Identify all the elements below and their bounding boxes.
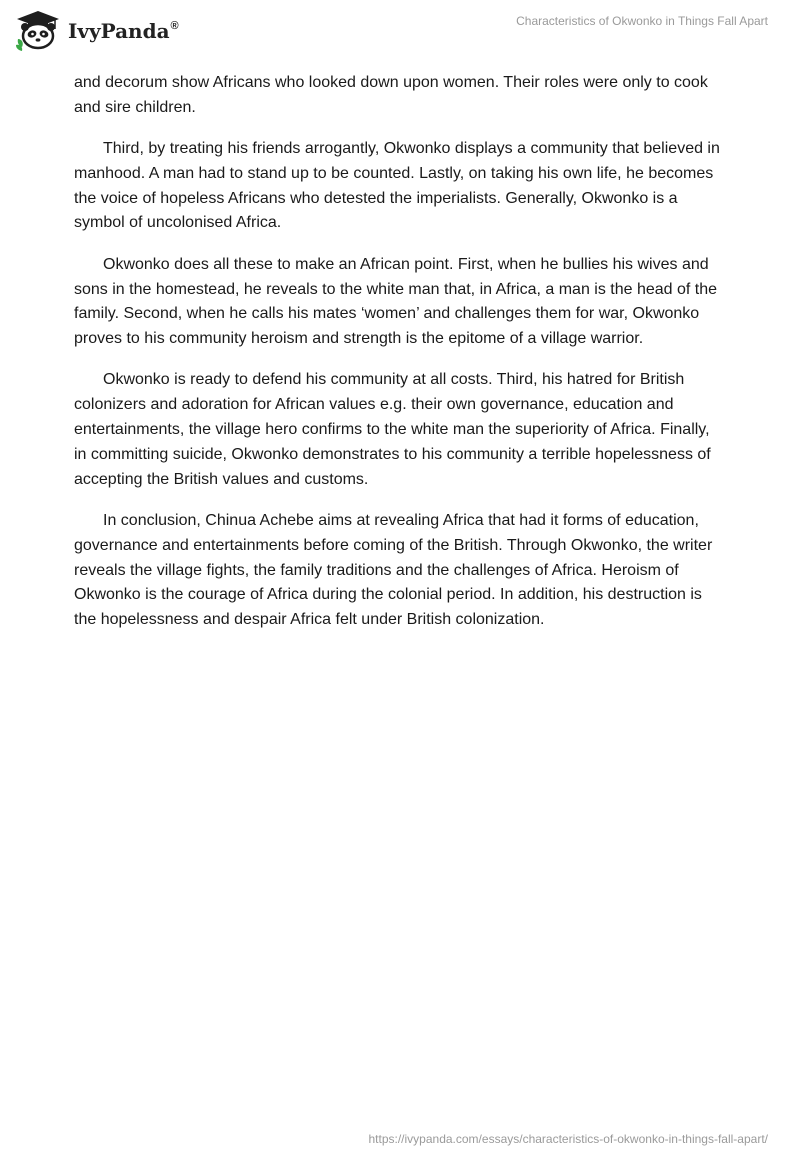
paragraph: Okwonko does all these to make an African point. First, when he bullies his wives and sons in the homestead, he reveals to the white man that, in Africa, a man is the head of the family. Second, when he calls his mates ‘women’ and challenges them for war, Okwonko proves to his community heroism and strength is the epitome of a village warrior. (74, 255, 718, 348)
panda-graduate-icon (14, 9, 62, 51)
paragraph-continuation: and decorum show Africans who looked down upon women. Their roles were only to cook and sire children. (74, 74, 708, 116)
source-url[interactable]: https://ivypanda.com/essays/characteristics-of-okwonko-in-things-fall-apart/ (368, 1132, 768, 1146)
brand-name (68, 19, 179, 43)
registered-mark: ® (170, 20, 179, 32)
page-header (0, 0, 800, 60)
paragraph: Okwonko is ready to defend his community at all costs. Third, his hatred for British colonizers and adoration for African values e.g. their own governance, education and entertainments, the village hero confirms to the white man the superiority of Africa. Finally, in committing suicide, Okwonko demonstrates to his community a terrible hopelessness of accepting the British values and customs. (74, 371, 711, 488)
essay-body (74, 71, 726, 649)
ivypanda-logo[interactable] (14, 8, 179, 52)
paragraph: Third, by treating his friends arrogantly, Okwonko displays a community that believed in manhood. A man had to stand up to be counted. Lastly, on taking his own life, he becomes the voice of hopeless Africans who detested the imperialists. Generally, Okwonko is a symbol of uncolonised Africa. (74, 140, 720, 232)
brand-name-text: IvyPanda (68, 19, 170, 43)
paragraph: In conclusion, Chinua Achebe aims at revealing Africa that had it forms of education, governance and entertainments before coming of the British. Through Okwonko, the writer reveals the village fights, the family traditions and the challenges of Africa. Heroism of Okwonko is the courage of Africa during the colonial period. In addition, his destruction is the hopelessness and despair Africa felt under British colonization. (74, 511, 713, 629)
document-title: Characteristics of Okwonko in Things Fall Apart (516, 14, 768, 28)
